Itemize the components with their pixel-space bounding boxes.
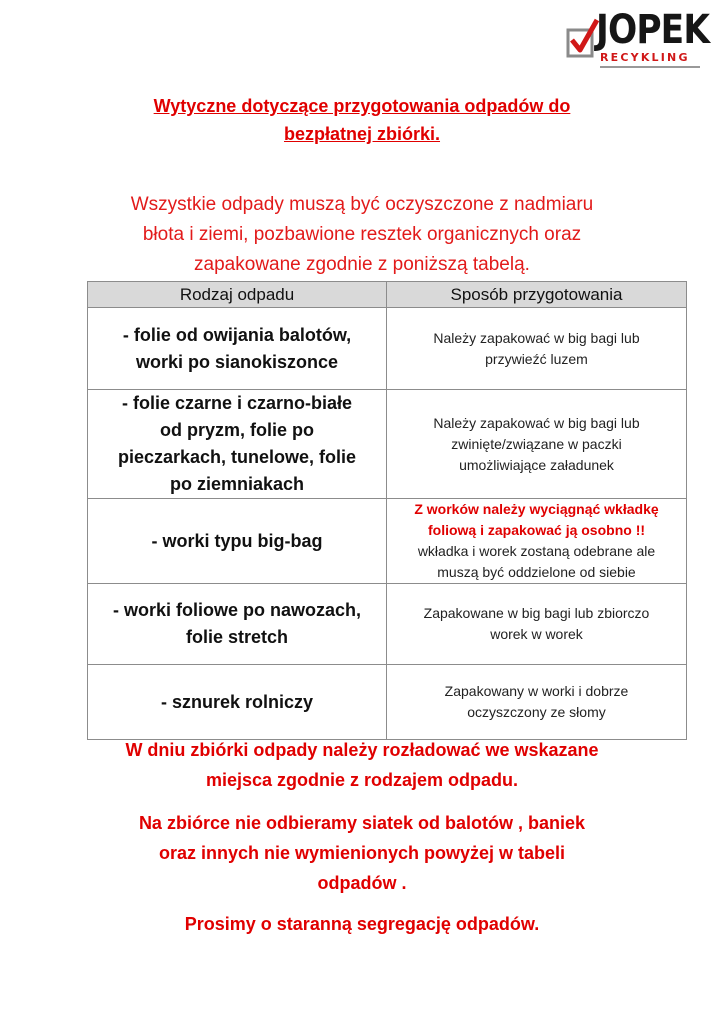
waste-kind-cell [88, 584, 387, 665]
intro-text [60, 190, 664, 280]
method-line: umożliwiające załadunek [459, 456, 614, 473]
waste-kind-cell [88, 308, 387, 390]
intro-line: Wszystkie odpady muszą być oczyszczone z nadmiaru [130, 194, 594, 215]
method-line: Zapakowany w worki i dobrze [444, 683, 629, 699]
method-line: wkładka i worek zostaną odebrane ale [417, 543, 656, 559]
note-line: Na zbiórce nie odbieramy siatek od balotów , baniek [138, 813, 586, 833]
title-line: Wytyczne dotyczące przygotowania odpadów do [153, 96, 571, 116]
title-line: bezpłatnej zbiórki. [283, 124, 441, 144]
table-header-row [88, 282, 687, 308]
note-line: Prosimy o staranną segregację odpadów. [184, 914, 540, 934]
note-line: odpadów . [317, 873, 407, 893]
kind-line: - worki typu big-bag [151, 530, 323, 551]
intro-line: zapakowane zgodnie z poniższą tabelą. [194, 254, 530, 275]
method-cell [387, 499, 687, 584]
note-line: miejsca zgodnie z rodzajem odpadu. [205, 770, 519, 790]
kind-line: - folie od owijania balotów, [122, 324, 352, 345]
table-row [88, 584, 687, 665]
kind-line: worki po sianokiszonce [135, 351, 339, 372]
logo-tagline-bar [600, 66, 700, 68]
method-line: Zapakowane w big bagi lub zbiorczo [423, 605, 650, 621]
not-accepted-note [40, 808, 684, 898]
table-row [88, 308, 687, 390]
company-logo [566, 7, 710, 70]
waste-kind-cell [88, 665, 387, 740]
method-line: Należy zapakować w big bagi lub [433, 329, 640, 346]
table-row [88, 499, 687, 584]
method-line: worek w worek [490, 626, 583, 642]
check-icon [566, 18, 600, 60]
waste-kind-cell [88, 390, 387, 499]
waste-table [87, 281, 687, 740]
table-row [88, 665, 687, 740]
method-cell [387, 308, 687, 390]
method-line: zwinięte/związane w paczki [451, 435, 622, 452]
table-row [88, 390, 687, 499]
column-header-kind: Rodzaj odpadu [88, 282, 387, 308]
unloading-note [40, 735, 684, 795]
method-cell [387, 584, 687, 665]
kind-line: pieczarkach, tunelowe, folie [117, 447, 357, 467]
note-line: oraz innych nie wymienionych powyżej w tabeli [158, 843, 566, 863]
warning-line: Z worków należy wyciągnąć wkładkę [414, 501, 659, 517]
logo-brand: JOPEK [596, 7, 710, 53]
method-line: przywieźć luzem [485, 350, 588, 367]
intro-line: błota i ziemi, pozbawione resztek organicznych oraz [142, 224, 582, 245]
kind-line: - sznurek rolniczy [160, 691, 314, 712]
method-cell [387, 665, 687, 740]
kind-line: - worki foliowe po nawozach, [112, 600, 362, 620]
kind-line: po ziemniakach [169, 474, 305, 494]
method-line: muszą być oddzielone od siebie [437, 564, 636, 580]
column-header-method: Sposób przygotowania [387, 282, 687, 308]
method-line: Należy zapakować w big bagi lub [433, 414, 640, 431]
logo-sub: RECYKLING [600, 51, 690, 64]
waste-kind-cell [88, 499, 387, 584]
kind-line: folie stretch [185, 627, 289, 647]
page-title [60, 92, 664, 148]
method-cell [387, 390, 687, 499]
warning-line: foliową i zapakować ją osobno !! [427, 522, 646, 538]
note-line: W dniu zbiórki odpady należy rozładować we wskazane [125, 740, 599, 760]
kind-line: od pryzm, folie po [159, 420, 314, 440]
kind-line: - folie czarne i czarno-białe [121, 393, 353, 413]
method-line: oczyszczony ze słomy [467, 704, 606, 720]
segregation-note [40, 909, 684, 939]
